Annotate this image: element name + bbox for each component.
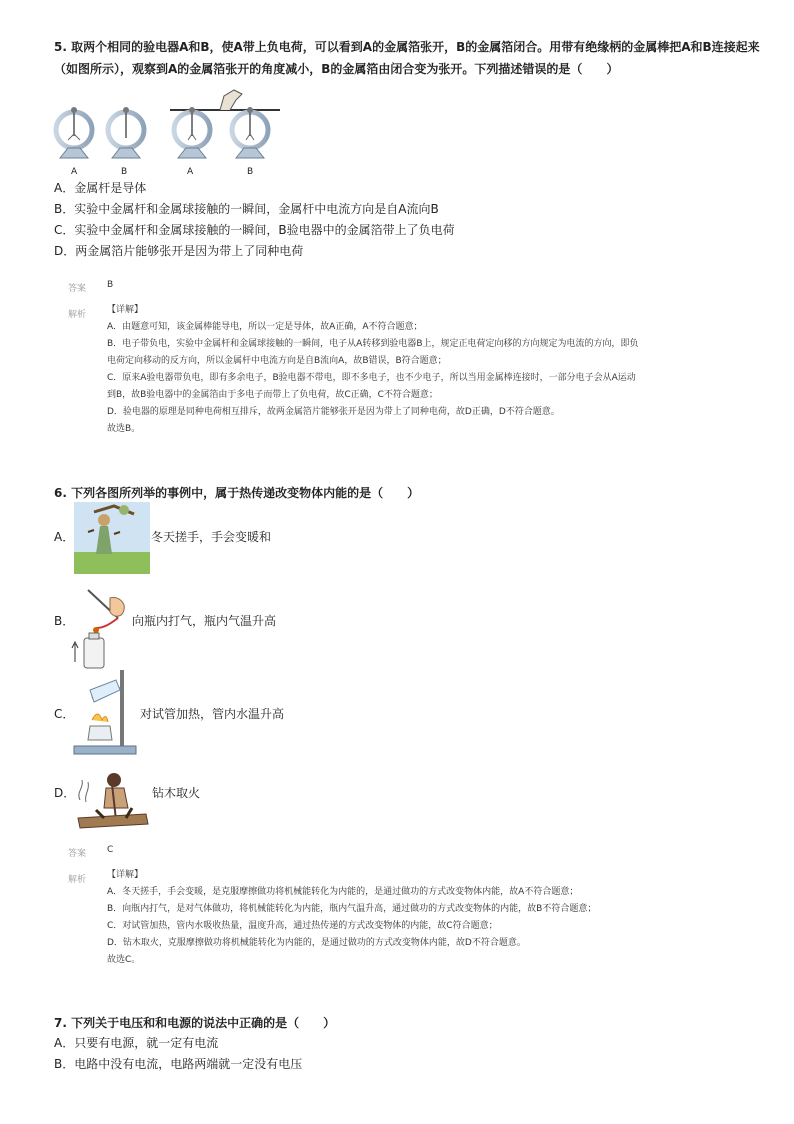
- q6-option-b-image: [70, 588, 132, 670]
- q6-answer-label: 答案: [68, 849, 87, 859]
- q7-stem: 7. 下列关于电压和和电源的说法中正确的是（ ）: [54, 1016, 336, 1030]
- analysis-line: 电荷定向移动的反方向，所以金属杆中电流方向是自B流向A，故B错误，B符合题意；: [107, 356, 447, 366]
- analysis-line: 【详解】: [107, 305, 144, 315]
- q6-option-c-text: 对试管加热，管内水温升高: [140, 707, 285, 721]
- analysis-line: 故选C。: [107, 955, 141, 965]
- q5-option-d: D．两金属箔片能够张开是因为带上了同种电荷: [54, 244, 304, 258]
- analysis-line: A．冬天搓手，手会变暖，是克服摩擦做功将机械能转化为内能的，是通过做功的方式改变物体内能，故A不符合题意；: [107, 887, 579, 897]
- analysis-line: D．验电器的原理是同种电荷相互排斥，故两金属箔片能够张开是因为带上了同种电荷，故D正确，D不符合题意。: [107, 407, 560, 417]
- figure-label-b1: B: [121, 167, 128, 177]
- analysis-line: 【详解】: [107, 870, 144, 880]
- q7-option-a: A．只要有电源，就一定有电流: [54, 1036, 219, 1050]
- analysis-line: D．钻木取火，克服摩擦做功将机械能转化为内能的，是通过做功的方式改变物体内能，故D不符合题意。: [107, 938, 526, 948]
- q6-option-c-letter: C．: [54, 707, 75, 721]
- q6-option-b-letter: B．: [54, 614, 75, 628]
- q6-analysis: [107, 867, 596, 969]
- q6-option-d-letter: D．: [54, 786, 76, 800]
- q5-stem-line2: （如图所示），观察到A的金属箔张开的角度减小，B的金属箔由闭合变为张开。下列描述错误的是（ ）: [54, 62, 619, 76]
- analysis-line: A．由题意可知，该金属棒能导电，所以一定是导体，故A正确，A不符合题意；: [107, 322, 423, 332]
- q6-option-d-text: 钻木取火: [152, 786, 201, 800]
- q5-stem-line1: 5. 取两个相同的验电器A和B，使A带上负电荷，可以看到A的金属箔张开，B的金属箔闭合。用带有绝缘柄的金属棒把A和B连接起来: [54, 40, 760, 54]
- q6-stem: 6. 下列各图所列举的事例中，属于热传递改变物体内能的是（ ）: [54, 486, 420, 500]
- figure-label-a2: A: [187, 167, 194, 177]
- analysis-line: 到B，故B验电器中的金属箔由于多电子而带上了负电荷，故C正确，C不符合题意；: [107, 390, 438, 400]
- q5-answer: B: [107, 280, 114, 290]
- q5-analysis-label: 解析: [68, 310, 87, 320]
- analysis-line: 故选B。: [107, 424, 141, 434]
- analysis-line: B．电子带负电，实验中金属杆和金属球接触的一瞬间，电子从A转移到验电器B上，规定正电荷定向移的方向规定为电流的方向，即负: [107, 339, 639, 349]
- figure-label-b2: B: [247, 167, 254, 177]
- q6-option-a-image: [74, 502, 150, 574]
- q6-option-b-text: 向瓶内打气，瓶内气温升高: [132, 614, 277, 628]
- q6-analysis-label: 解析: [68, 875, 87, 885]
- q6-option-a-letter: A．: [54, 530, 75, 544]
- q5-answer-label: 答案: [68, 284, 87, 294]
- q7-option-b: B．电路中没有电流，电路两端就一定没有电压: [54, 1057, 303, 1071]
- q6-option-c-image: [72, 670, 138, 756]
- q5-electroscope-figure: [52, 86, 284, 178]
- figure-label-a1: A: [71, 167, 78, 177]
- analysis-line: B．向瓶内打气，是对气体做功，将机械能转化为内能，瓶内气温升高，通过做功的方式改变物体的内能，故B不符合题意；: [107, 904, 597, 914]
- q5-option-b: B．实验中金属杆和金属球接触的一瞬间，金属杆中电流方向是自A流向B: [54, 202, 439, 216]
- q6-option-a-text: 冬天搓手，手会变暖和: [151, 530, 272, 544]
- q5-analysis: [107, 302, 639, 438]
- analysis-line: C．对试管加热，管内水吸收热量，温度升高，通过热传递的方式改变物体的内能，故C符合题意；: [107, 921, 498, 931]
- q5-option-c: C．实验中金属杆和金属球接触的一瞬间，B验电器中的金属箔带上了负电荷: [54, 223, 455, 237]
- q6-option-d-image: [74, 770, 150, 830]
- q6-answer: C: [107, 845, 114, 855]
- analysis-line: C．原来A验电器带负电，即有多余电子，B验电器不带电，即不多电子，也不少电子，所以当用金属棒连接时，一部分电子会从A运动: [107, 373, 636, 383]
- q5-option-a: A．金属杆是导体: [54, 181, 147, 195]
